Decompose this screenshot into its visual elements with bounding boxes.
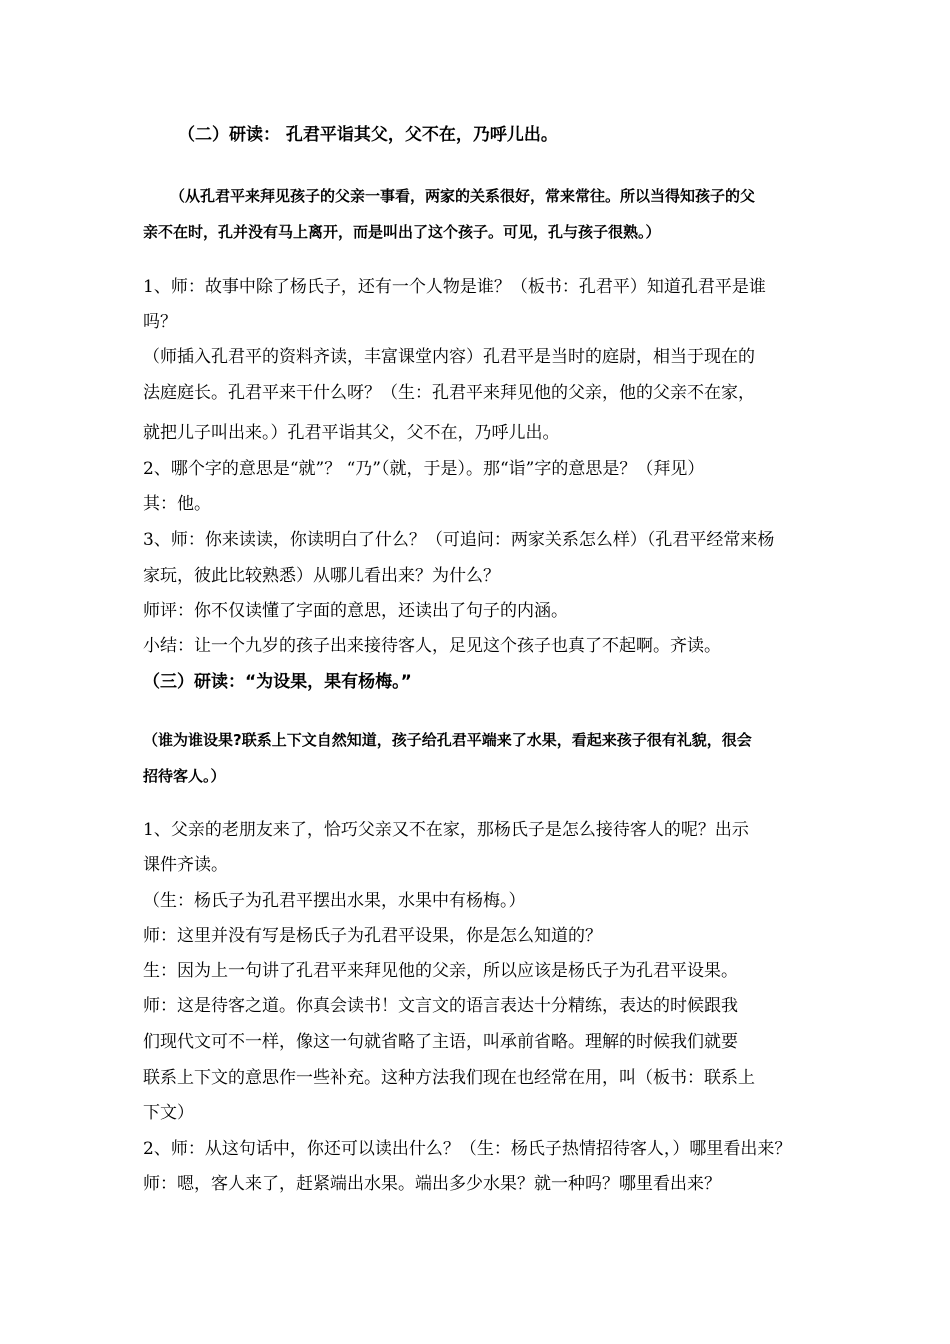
body-paragraph-line: 2、师：从这句话中，你还可以读出什么？（生：杨氏子热情招待客人，）哪里看出来？	[143, 1139, 792, 1159]
body-paragraph-line: 3、师：你来读读，你读明白了什么？（可追问：两家关系怎么样）（孔君平经常来杨	[143, 530, 775, 550]
body-paragraph-line: 1、师：故事中除了杨氏子，还有一个人物是谁？（板书：孔君平）知道孔君平是谁	[143, 277, 766, 297]
body-paragraph-line: 们现代文可不一样，像这一句就省略了主语，叫承前省略。理解的时候我们就要	[143, 1032, 738, 1052]
teaching-note-line: 亲不在时，孔并没有马上离开，而是叫出了这个孩子。可见，孔与孩子很熟。）	[143, 223, 661, 241]
body-paragraph-line: 师：嗯，客人来了，赶紧端出水果。端出多少水果？就一种吗？哪里看出来？	[143, 1174, 721, 1194]
section-heading: （三）研读：“为设果，果有杨梅。”	[143, 672, 412, 692]
teaching-note-line: 招待客人。）	[143, 767, 226, 785]
body-paragraph-line: 2、哪个字的意思是“就”？ “乃”（就，于是）。那“诣”字的意思是？（拜见）	[143, 459, 705, 479]
body-paragraph-line: 家玩，彼此比较熟悉）从哪儿看出来？为什么？	[143, 566, 500, 586]
body-paragraph-line: 下文）	[143, 1103, 194, 1123]
body-paragraph-line: 其：他。	[143, 494, 211, 514]
body-paragraph-line: 1、父亲的老朋友来了，恰巧父亲又不在家，那杨氏子是怎么接待客人的呢？出示	[143, 820, 749, 840]
body-paragraph-line: 法庭庭长。孔君平来干什么呀？（生：孔君平来拜见他的父亲，他的父亲不在家，	[143, 383, 755, 403]
body-paragraph-line: 就把儿子叫出来。）孔君平诣其父，父不在，乃呼儿出。	[143, 423, 560, 443]
teaching-note-line: （从孔君平来拜见孩子的父亲一事看，两家的关系很好，常来常往。所以当得知孩子的父	[170, 187, 756, 205]
body-paragraph-line: 师：这里并没有写是杨氏子为孔君平设果，你是怎么知道的？	[143, 926, 602, 946]
body-paragraph-line: 吗？	[143, 312, 177, 332]
body-paragraph-line: 联系上下文的意思作一些补充。这种方法我们现在也经常在用，叫（板书：联系上	[143, 1068, 755, 1088]
teaching-note-line: （谁为谁设果?联系上下文自然知道，孩子给孔君平端来了水果，看起来孩子很有礼貌，很会	[143, 731, 752, 749]
body-paragraph-line: 师评：你不仅读懂了字面的意思，还读出了句子的内涵。	[143, 601, 568, 621]
body-paragraph-line: 生：因为上一句讲了孔君平来拜见他的父亲，所以应该是杨氏子为孔君平设果。	[143, 961, 738, 981]
section-heading: （二）研读： 孔君平诣其父，父不在，乃呼儿出。	[178, 125, 558, 145]
body-paragraph-line: （生：杨氏子为孔君平摆出水果，水果中有杨梅。）	[143, 891, 526, 911]
body-paragraph-line: （师插入孔君平的资料齐读，丰富课堂内容）孔君平是当时的庭尉，相当于现在的	[143, 347, 755, 367]
body-paragraph-line: 课件齐读。	[143, 855, 228, 875]
body-paragraph-line: 小结：让一个九岁的孩子出来接待客人，足见这个孩子也真了不起啊。齐读。	[143, 636, 721, 656]
body-paragraph-line: 师：这是待客之道。你真会读书！文言文的语言表达十分精练，表达的时候跟我	[143, 996, 738, 1016]
